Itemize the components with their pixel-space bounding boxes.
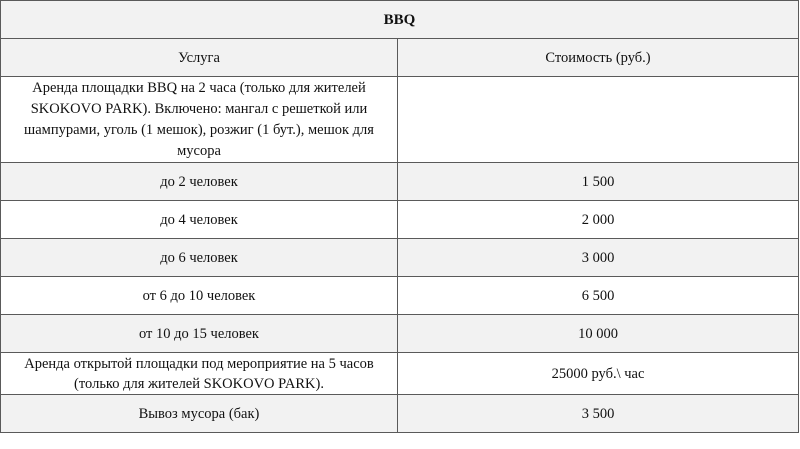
service-cell: до 2 человек xyxy=(1,163,398,201)
table-header-row xyxy=(1,39,799,77)
table-title: BBQ xyxy=(1,1,799,39)
price-cell: 2 000 xyxy=(398,201,799,239)
table-row xyxy=(1,201,799,239)
table-row xyxy=(1,395,799,433)
price-cell: 1 500 xyxy=(398,163,799,201)
header-price: Стоимость (руб.) xyxy=(398,39,799,77)
service-cell: до 4 человек xyxy=(1,201,398,239)
header-service: Услуга xyxy=(1,39,398,77)
table-row xyxy=(1,77,799,163)
price-cell: 25000 руб.\ час xyxy=(398,353,799,395)
price-cell: 3 500 xyxy=(398,395,799,433)
service-cell: Вывоз мусора (бак) xyxy=(1,395,398,433)
table-row xyxy=(1,239,799,277)
price-cell: 6 500 xyxy=(398,277,799,315)
table-row xyxy=(1,315,799,353)
table-row xyxy=(1,277,799,315)
service-cell: Аренда площадки BBQ на 2 часа (только для жителей SKOKOVO PARK). Включено: мангал с решеткой или шампурами, уголь (1 мешок), розжиг (1 бут.), мешок для мусора xyxy=(1,77,398,163)
price-cell: 3 000 xyxy=(398,239,799,277)
price-cell xyxy=(398,77,799,163)
table-title-row xyxy=(1,1,799,39)
service-cell: Аренда открытой площадки под мероприятие на 5 часов (только для жителей SKOKOVO PARK). xyxy=(1,353,398,395)
service-cell: от 10 до 15 человек xyxy=(1,315,398,353)
table-row xyxy=(1,353,799,395)
table-row xyxy=(1,163,799,201)
price-cell: 10 000 xyxy=(398,315,799,353)
service-cell: от 6 до 10 человек xyxy=(1,277,398,315)
service-cell: до 6 человек xyxy=(1,239,398,277)
